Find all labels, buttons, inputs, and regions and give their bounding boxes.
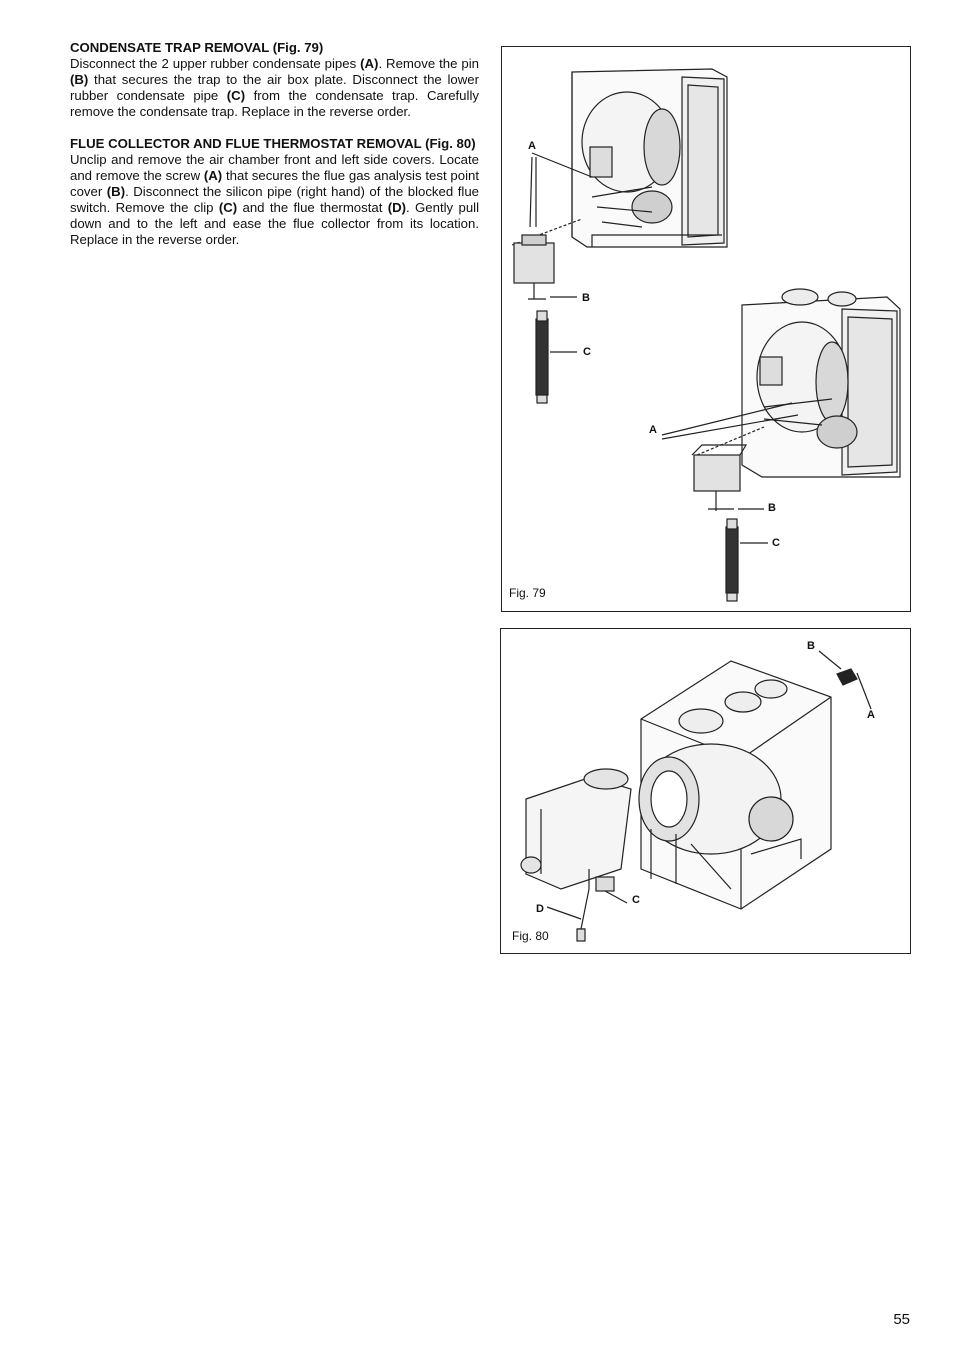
body-text: . Remove the pin	[378, 56, 479, 71]
label-b: B	[582, 292, 590, 304]
fig80-illustration	[501, 629, 910, 953]
bold-reference: (C)	[218, 200, 238, 215]
body-text: . Gently pull down and to the left and ease the flue collector from its location. Replace in the reverse order.	[70, 200, 480, 247]
body-text: that secures the flue gas analysis test point cover	[70, 168, 479, 199]
label-c: C	[583, 346, 591, 358]
body-text: . Disconnect the silicon pipe (right hand) of the blocked flue switch. Remove the clip	[70, 184, 479, 215]
section-title: FLUE COLLECTOR AND FLUE THERMOSTAT REMOVAL (Fig. 80)	[70, 136, 476, 151]
body-text: Unclip and remove the air chamber front and left side covers. Locate and remove the screw	[70, 152, 479, 183]
label-a: A	[649, 424, 657, 436]
section-body	[70, 152, 479, 248]
body-text: that secures the trap to the air box plate. Disconnect the lower rubber condensate pipe	[70, 72, 479, 103]
section-body	[70, 56, 479, 120]
bold-reference: (A)	[360, 56, 379, 71]
bold-reference: (B)	[106, 184, 126, 199]
section-flue-collector	[70, 136, 479, 248]
body-text: Disconnect the 2 upper rubber condensate pipes	[70, 56, 361, 71]
bold-reference: (B)	[70, 72, 89, 87]
bold-reference: (A)	[203, 168, 223, 183]
label-a: A	[867, 709, 875, 721]
page-number: 55	[893, 1311, 910, 1328]
figure-79	[501, 46, 911, 612]
label-c: C	[632, 894, 640, 906]
label-d: D	[536, 903, 544, 915]
section-condensate-trap	[70, 40, 479, 120]
body-text: from the condensate trap. Carefully remove the condensate trap. Replace in the reverse order.	[70, 88, 479, 119]
label-a: A	[528, 140, 536, 152]
label-c: C	[772, 537, 780, 549]
bold-reference: (C)	[226, 88, 246, 103]
text-column	[70, 40, 479, 264]
section-title: CONDENSATE TRAP REMOVAL (Fig. 79)	[70, 40, 324, 55]
label-b: B	[807, 640, 815, 652]
figure-caption: Fig. 79	[509, 586, 546, 600]
figure-80	[500, 628, 911, 954]
label-b: B	[768, 502, 776, 514]
bold-reference: (D)	[387, 200, 407, 215]
fig79-illustration	[502, 47, 910, 611]
figure-caption: Fig. 80	[512, 929, 549, 943]
body-text: and the flue thermostat	[237, 200, 388, 215]
